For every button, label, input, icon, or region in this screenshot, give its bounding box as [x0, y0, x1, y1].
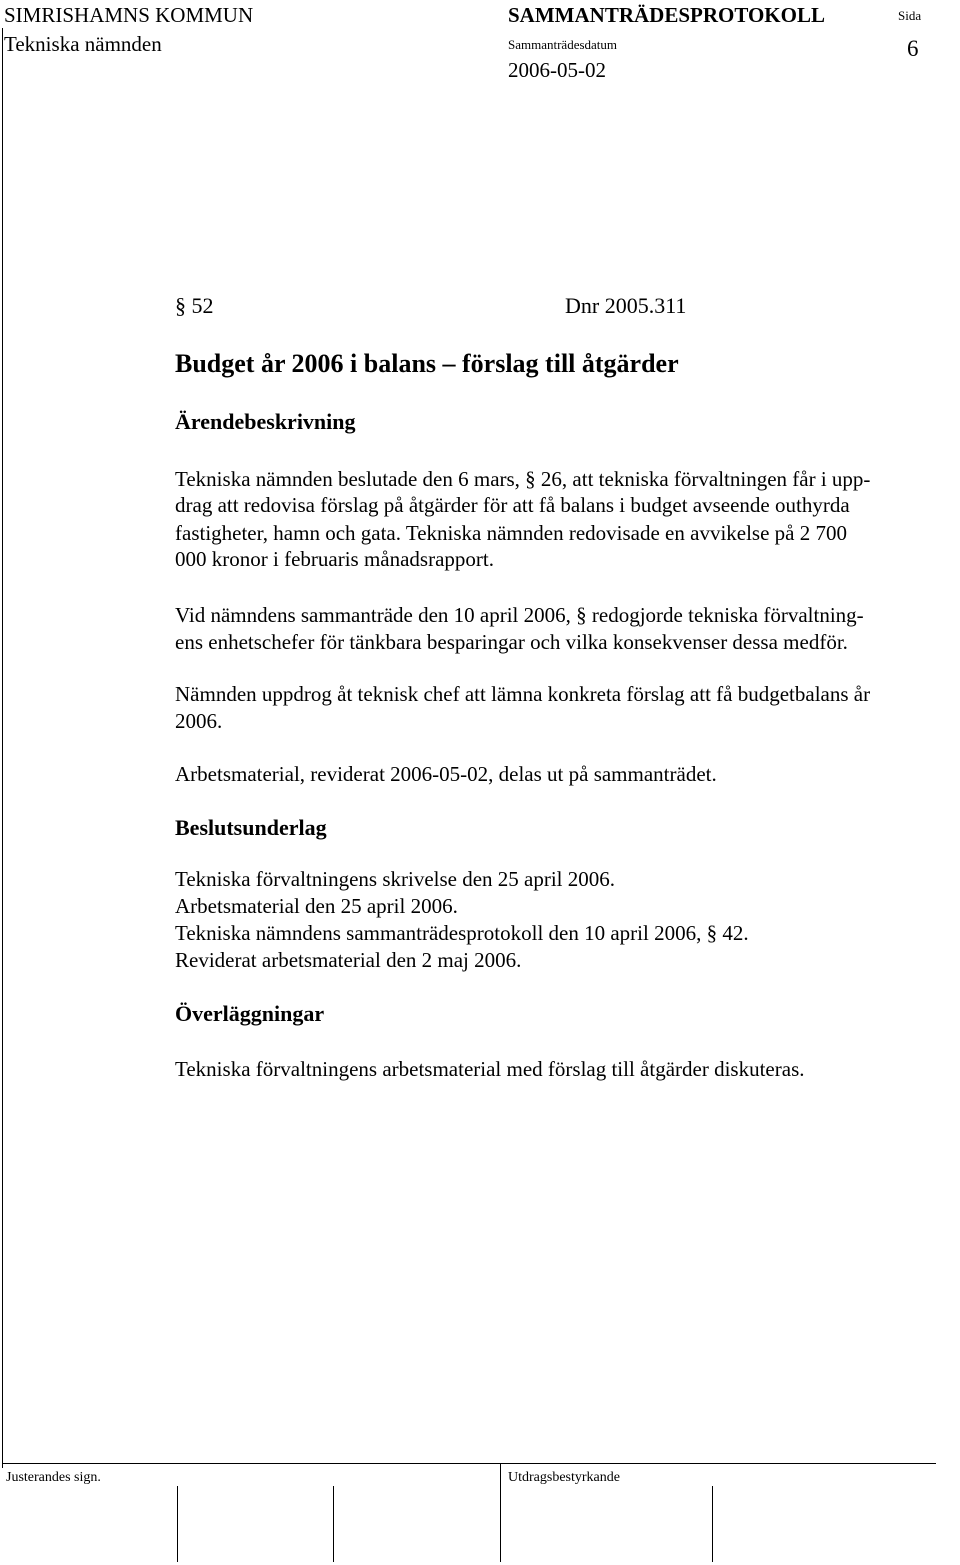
paragraph-line: Arbetsmaterial, reviderat 2006-05-02, delas ut på sammanträdet. — [175, 762, 717, 786]
page-number: 6 — [907, 36, 919, 61]
left-margin-rule — [2, 28, 3, 1468]
paragraph-line: 2006. — [175, 709, 223, 733]
footer-rule — [2, 1463, 936, 1464]
meeting-date-label: Sammanträdesdatum — [508, 37, 618, 52]
utdragsbestyrkande-label: Utdragsbestyrkande — [508, 1470, 620, 1485]
list-item: Arbetsmaterial den 25 april 2006. — [175, 894, 458, 918]
overlaggningar-text: Tekniska förvaltningens arbetsmaterial med förslag till åtgärder diskuteras. — [175, 1057, 805, 1081]
beslutsunderlag-heading: Beslutsunderlag — [175, 815, 327, 840]
paragraph-line: fastigheter, hamn och gata. Tekniska nämnden redovisade en avvikelse på 2 700 — [175, 521, 847, 545]
overlaggningar-heading: Överläggningar — [175, 1001, 325, 1026]
justerandes-sign-label: Justerandes sign. — [6, 1470, 101, 1485]
paragraph-line: Tekniska nämnden beslutade den 6 mars, § 26, att tekniska förvaltningen får i upp- — [175, 467, 871, 491]
signature-divider — [177, 1486, 178, 1562]
section-number: § 52 — [175, 293, 214, 318]
diary-number: Dnr 2005.311 — [565, 293, 687, 318]
paragraph-line: Nämnden uppdrog åt teknisk chef att lämna konkreta förslag att få budgetbalans år — [175, 682, 871, 706]
meeting-date: 2006-05-02 — [508, 58, 606, 82]
page-label: Sida — [898, 8, 922, 23]
organization-name: SIMRISHAMNS KOMMUN — [4, 3, 254, 27]
document-type: SAMMANTRÄDESPROTOKOLL — [508, 3, 825, 27]
paragraph-line: drag att redovisa förslag på åtgärder för att få balans i budget avseende outhyrda — [175, 493, 850, 517]
list-item: Reviderat arbetsmaterial den 2 maj 2006. — [175, 948, 522, 972]
list-item: Tekniska förvaltningens skrivelse den 25 april 2006. — [175, 867, 616, 891]
list-item: Tekniska nämndens sammanträdesprotokoll den 10 april 2006, § 42. — [175, 921, 749, 945]
arendebeskrivning-heading: Ärendebeskrivning — [175, 409, 356, 434]
case-title: Budget år 2006 i balans – förslag till åtgärder — [175, 349, 679, 378]
signature-divider — [712, 1486, 713, 1562]
paragraph-line: ens enhetschefer för tänkbara besparingar och vilka konsekvenser dessa medför. — [175, 630, 848, 654]
signature-divider — [500, 1463, 501, 1562]
paragraph-line: Vid nämndens sammanträde den 10 april 2006, § redogjorde tekniska förvaltning- — [175, 603, 864, 627]
paragraph-line: 000 kronor i februaris månadsrapport. — [175, 547, 494, 571]
committee-name: Tekniska nämnden — [4, 32, 162, 56]
signature-divider — [333, 1486, 334, 1562]
